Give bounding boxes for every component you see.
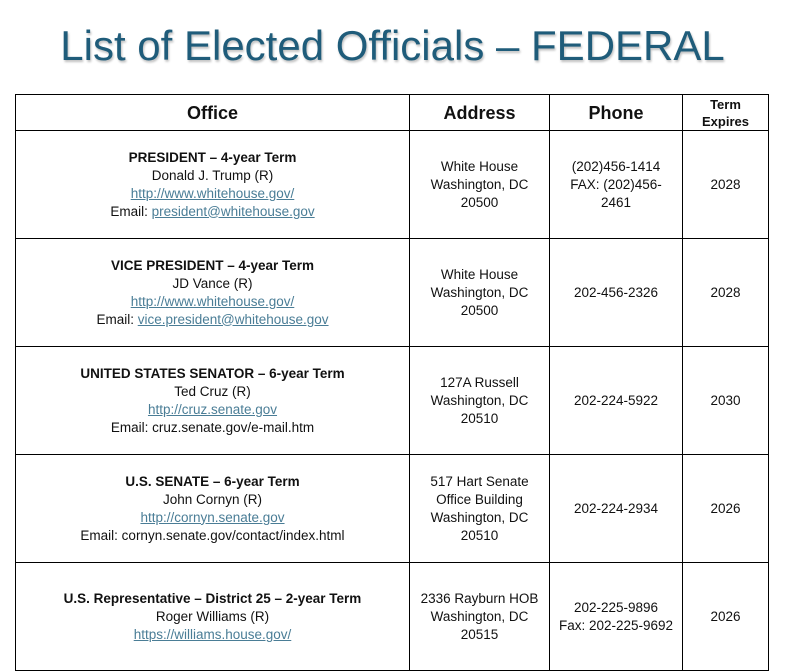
term-cell: 2028 xyxy=(683,239,769,347)
official-name: John Cornyn (R) xyxy=(162,491,263,507)
office-cell xyxy=(16,455,410,563)
table-row xyxy=(16,563,769,671)
table-row xyxy=(16,455,769,563)
email-link[interactable]: vice.president@whitehouse.gov xyxy=(137,311,329,327)
phone-line: 202-456-2326 xyxy=(573,284,659,300)
email-text: Email: cruz.senate.gov/e-mail.htm xyxy=(110,419,315,435)
phone-cell xyxy=(550,347,683,455)
address-line: 20510 xyxy=(460,527,499,543)
header-phone: Phone xyxy=(550,95,683,131)
address-cell xyxy=(410,455,550,563)
email-link[interactable]: president@whitehouse.gov xyxy=(151,203,315,219)
table-row xyxy=(16,347,769,455)
office-cell xyxy=(16,131,410,239)
address-line: 20510 xyxy=(460,410,499,426)
office-cell xyxy=(16,239,410,347)
address-line: 127A Russell xyxy=(440,374,519,390)
phone-cell xyxy=(550,455,683,563)
phone-line: 202-224-5922 xyxy=(573,392,659,408)
office-cell xyxy=(16,563,410,671)
website-link[interactable]: http://www.whitehouse.gov/ xyxy=(130,185,295,201)
phone-line: 202-224-2934 xyxy=(573,500,659,516)
phone-line: 2461 xyxy=(600,194,632,210)
office-cell xyxy=(16,347,410,455)
phone-cell xyxy=(550,131,683,239)
table-row xyxy=(16,239,769,347)
website-link[interactable]: http://cruz.senate.gov xyxy=(147,401,278,417)
header-term-line2: Expires xyxy=(702,113,749,129)
address-line: Washington, DC xyxy=(430,284,529,300)
official-name: Donald J. Trump (R) xyxy=(151,167,274,183)
office-title: PRESIDENT – 4-year Term xyxy=(128,149,297,165)
address-line: Washington, DC xyxy=(430,392,529,408)
term-cell: 2026 xyxy=(683,455,769,563)
header-term-line1: Term xyxy=(710,96,741,112)
office-title: VICE PRESIDENT – 4-year Term xyxy=(110,257,315,273)
email-line xyxy=(22,311,403,329)
address-line: Washington, DC xyxy=(430,608,529,624)
address-line: 20500 xyxy=(460,194,499,210)
email-line xyxy=(22,203,403,221)
table-row xyxy=(16,131,769,239)
address-cell xyxy=(410,347,550,455)
website-link[interactable]: https://williams.house.gov/ xyxy=(133,626,292,642)
address-line: White House xyxy=(440,266,519,282)
office-title: UNITED STATES SENATOR – 6-year Term xyxy=(80,365,345,381)
phone-cell xyxy=(550,239,683,347)
phone-line: 202-225-9896 xyxy=(573,599,659,615)
page-title: List of Elected Officials – FEDERAL xyxy=(60,22,725,69)
email-prefix: Email: xyxy=(110,203,152,219)
term-cell: 2026 xyxy=(683,563,769,671)
officials-table xyxy=(15,94,769,671)
official-name: JD Vance (R) xyxy=(172,275,253,291)
address-line: Office Building xyxy=(436,491,523,507)
address-line: 2336 Rayburn HOB xyxy=(420,590,539,606)
phone-cell xyxy=(550,563,683,671)
term-cell: 2030 xyxy=(683,347,769,455)
website-link[interactable]: http://www.whitehouse.gov/ xyxy=(130,293,295,309)
term-cell: 2028 xyxy=(683,131,769,239)
official-name: Roger Williams (R) xyxy=(155,608,270,624)
address-line: 517 Hart Senate xyxy=(430,473,529,489)
address-line: White House xyxy=(440,158,519,174)
header-office: Office xyxy=(16,95,410,131)
header-term-expires xyxy=(683,95,769,131)
address-cell xyxy=(410,131,550,239)
address-line: 20500 xyxy=(460,302,499,318)
phone-line: (202)456-1414 xyxy=(571,158,661,174)
address-line: Washington, DC xyxy=(430,176,529,192)
address-line: 20515 xyxy=(460,626,499,642)
address-cell xyxy=(410,563,550,671)
office-title: U.S. SENATE – 6-year Term xyxy=(125,473,300,489)
phone-line: Fax: 202-225-9692 xyxy=(558,617,674,633)
official-name: Ted Cruz (R) xyxy=(174,383,251,399)
address-cell xyxy=(410,239,550,347)
office-title: U.S. Representative – District 25 – 2-year Term xyxy=(63,590,362,606)
phone-line: FAX: (202)456- xyxy=(570,176,662,192)
email-text: Email: cornyn.senate.gov/contact/index.html xyxy=(80,527,345,543)
header-row xyxy=(16,95,769,131)
address-line: Washington, DC xyxy=(430,509,529,525)
email-prefix: Email: xyxy=(96,311,138,327)
website-link[interactable]: http://cornyn.senate.gov xyxy=(140,509,285,525)
header-address: Address xyxy=(410,95,550,131)
